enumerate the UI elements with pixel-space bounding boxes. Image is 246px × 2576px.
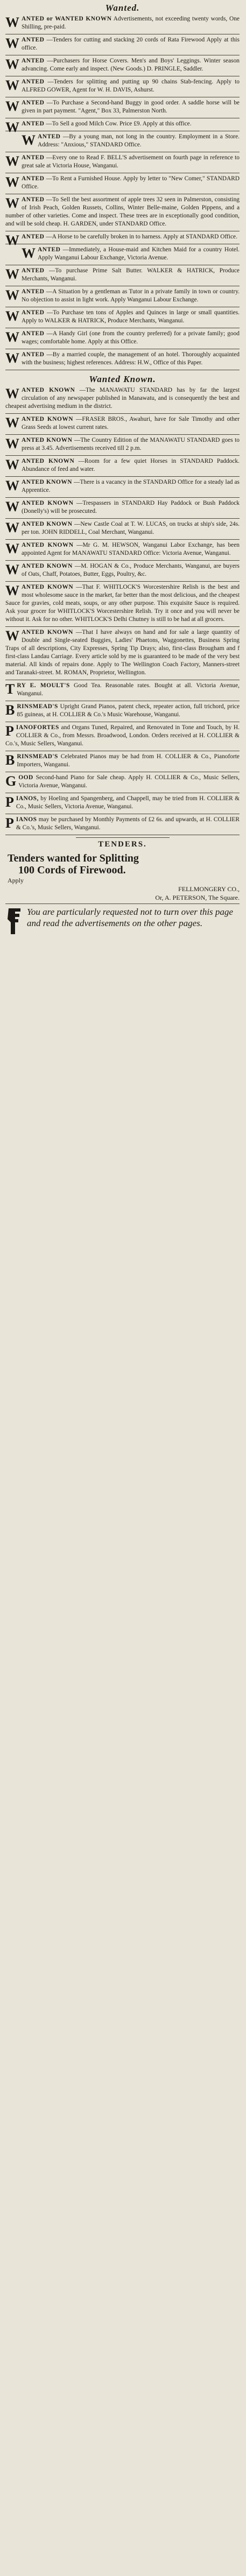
drop-cap: W: [5, 77, 19, 93]
ad-body: Advertisements, not exceeding twenty words, One Shilling, pre-paid.: [22, 16, 240, 30]
ad-lead: ANTED: [22, 154, 45, 161]
ad-lead: ANTED: [22, 234, 45, 240]
ad-lead: ANTED KNOWN: [22, 387, 75, 393]
drop-cap: W: [5, 119, 19, 135]
tender-company: FELLMONGERY CO.,: [178, 885, 240, 893]
drop-cap: W: [5, 628, 19, 644]
ad-body: Second-hand Piano for Sale cheap. Apply H. COLLIER & Co., Music Sellers, Victoria Avenue, Wanganui.: [18, 774, 240, 789]
ad-body: —M. HOGAN & Co., Produce Merchants, Wanganui, are buyers of Oats, Chaff, Potatoes, Butter, Eggs, Poultry, &c.: [22, 563, 240, 577]
ad-item: [5, 175, 240, 192]
drop-cap: W: [5, 15, 19, 30]
ad-body: —FRASER BROS., Awahuri, have for Sale Timothy and other Grass Seeds at lowest current rates.: [22, 416, 240, 430]
divider: [5, 560, 240, 561]
ad-body: —By a young man, not long in the country. Employment in a Store. Address: "Anxious," STANDARD Office.: [38, 133, 240, 148]
ad-body: —Tenders for splitting and putting up 90 chains Stab-fencing. Apply to ALFRED GOWER, Agent for W. H. DAVIS, Ashurst.: [22, 79, 240, 93]
ad-item: [5, 288, 240, 305]
divider: [5, 497, 240, 498]
drop-cap: W: [5, 520, 19, 535]
ad-item: [5, 196, 240, 229]
ad-lead: ANTED KNOWN: [22, 629, 73, 636]
ad-body: —Every one to Read F. BELL'S advertisement on fourth page in reference to great sale at Victoria House, Wanganui.: [22, 154, 240, 169]
ad-body: —A Horse to be carefully broken in to harness. Apply at STANDARD Office.: [46, 234, 237, 240]
drop-cap: W: [22, 132, 36, 148]
drop-cap: W: [5, 36, 19, 51]
drop-cap: P: [5, 723, 14, 739]
divider: [5, 581, 240, 582]
drop-cap: W: [5, 457, 19, 472]
tender-apply: Apply: [8, 877, 24, 884]
ad-item: [5, 232, 240, 248]
ad-lead: ANTED: [22, 309, 45, 316]
ad-item: [5, 351, 240, 368]
ad-body: —A Situation by a gentleman as Tutor in a private family in town or country. No objection to assist in light work. Apply Wanganui Labour Exchange.: [22, 288, 240, 303]
ad-lead: ANTED: [22, 267, 45, 274]
drop-cap: W: [5, 57, 19, 72]
ad-lead: IANOS,: [16, 795, 39, 802]
ad-lead: OOD: [18, 774, 33, 781]
ad-lead: ANTED KNOWN: [22, 437, 73, 443]
ad-body: —To Rent a Furnished House. Apply by letter to "New Comer," STANDARD Office.: [22, 175, 240, 190]
drop-cap: W: [5, 232, 19, 248]
tender-agent: Or, A. PETERSON, The Square.: [155, 894, 240, 901]
ad-body: —To Purchase ten tons of Apples and Quinces in large or small quantities. Apply to WALKER & HATRICK, Produce Merchants, Wanganui.: [22, 309, 240, 324]
ad-lead: ANTED KNOWN: [22, 521, 73, 527]
ad-item: [5, 57, 240, 74]
drop-cap: B: [5, 752, 15, 768]
tenders-heading: TENDERS.: [98, 840, 147, 849]
ad-lead: ANTED: [38, 133, 61, 140]
tender-title-line2: 100 Cords of Firewood.: [18, 864, 126, 876]
drop-cap: W: [5, 350, 19, 366]
ad-body: by Hoeling and Spangenberg, and Chappell, may be tried from H. COLLIER & Co., Music Sellers, Victoria Avenue, Wanganui.: [16, 795, 240, 810]
drop-cap: W: [5, 174, 19, 190]
ad-lead: ANTED: [22, 175, 45, 182]
ad-item: [5, 36, 240, 53]
ad-lead: ANTED: [22, 100, 45, 106]
ad-body: —That F. WHITLOCK'S Worcestershire Relish is the best and most wholesome sauce in the market, far better than the most delicious, and the cheapest Sauce for gravies, cold meats, soups, or any other purpose. This exquisite Sauce is required. Ask your grocer for WHITLOCK'S Worcestershire Relish. Try it once and you will never be without it. Ask for no other. WHITLOCK'S Delhi Chutney is still to be had at all grocers.: [5, 584, 240, 623]
ad-item: [5, 415, 240, 433]
ad-lead: RINSMEAD'S: [17, 753, 58, 760]
wanted-ads-list: [5, 15, 240, 370]
ad-body: Good Tea. Reasonable rates. Bought at all. Victoria Avenue, Wanganui.: [17, 682, 240, 697]
ad-body: —That I have always on hand and for sale a large quantity of Double and Single-seated Buggies, Ladies' Phaetons, Waggonettes, Business Spring Traps of all descriptions, City Expresses, Spring Tip Drays; also, first-class Brougham and f first-class Landau Carriage. Every article sold by me is guaranteed to be made of the very best material. All kinds of repairs done. Apply to The Wellington Coach Factory, Manners-street and Taranaki-street. M. ROMAN, Proprietor, Wellington.: [5, 629, 240, 676]
ad-lead: ANTED: [22, 37, 45, 43]
ad-body: —The MANAWATU STANDARD has by far the largest circulation of any newspaper published in Manawatu, and is consequently the best and cheapest advertising medium in the district.: [5, 387, 240, 410]
ad-lead: ANTED KNOWN: [22, 563, 73, 569]
ad-lead: ANTED KNOWN: [22, 479, 72, 485]
ad-item: [5, 436, 240, 454]
drop-cap: W: [5, 195, 19, 211]
ad-item: [5, 386, 240, 412]
ad-item: [5, 703, 240, 720]
ad-lead: ANTED KNOWN: [22, 584, 74, 590]
ad-body: —To Sell the best assortment of apple trees 32 seen in Palmerston, consisting of Irish Peach, Golden Russets, Collins, Winter Belle-maine, Golden Pippens, and a number of other varieties. Come and inspect. These trees are in exceptionally good condition, and will be sold cheap. H. GARDEN, under STANDARD Office.: [5, 196, 240, 227]
drop-cap: W: [5, 329, 19, 345]
drop-cap: W: [22, 245, 36, 261]
wanted-known-ads-list: [5, 386, 240, 680]
ad-body: Upright Grand Pianos, patent check, repeater action, full trichord, price 85 guineas, at H. COLLIER & Co.'s Music Warehouse, Wanganui.: [17, 703, 240, 718]
ad-body: Celebrated Pianos may be had from H. COLLIER & Co., Pianoforte Importers, Wanganui.: [17, 753, 240, 768]
ad-lead: ANTED: [22, 288, 45, 295]
divider: [76, 837, 170, 838]
ad-item: [5, 816, 240, 833]
ad-body: —Trespassers in STANDARD Hay Paddock or Bush Paddock (Donelly's) will be prosecuted.: [22, 500, 240, 514]
drop-cap: W: [5, 541, 19, 556]
ad-body: —To Purchase a Second-hand Buggy in good order. A saddle horse will be given in part payment. "Agent," Box 33, Palmerston North.: [22, 100, 240, 114]
ad-body: and Organs Tuned, Repaired, and Renovated in Tone and Touch, by H. COLLIER & Co., from Messrs. Broadwood, London. Orders received at H. COLLIER & Co.'s, Music Sellers, Wanganui.: [5, 724, 240, 747]
drop-cap: W: [5, 386, 19, 401]
section-heading-wanted-known: Wanted Known.: [89, 374, 156, 384]
drop-cap: P: [5, 815, 14, 831]
tender-title-line1: Tenders wanted for Splitting: [8, 852, 139, 864]
drop-cap: W: [5, 583, 19, 598]
ad-lead: RY E. MOULT'S: [17, 682, 70, 689]
pointing-hand-icon: [5, 906, 24, 936]
ad-body: —To purchase Prime Salt Butter. WALKER & HATRICK, Produce Merchants, Wanganui.: [22, 267, 240, 282]
ad-body: —The Country Edition of the MANAWATU STANDARD goes to press at 3.45. Advertisements received till 2 p.m.: [22, 437, 240, 451]
drop-cap: W: [5, 153, 19, 169]
ad-lead: ANTED: [22, 58, 45, 64]
divider: [5, 626, 240, 627]
ad-item: [5, 499, 240, 517]
drop-cap: W: [5, 287, 19, 303]
divider: [5, 518, 240, 519]
drop-cap: W: [5, 98, 19, 114]
ad-lead: ANTED or WANTED KNOWN: [22, 16, 112, 22]
ad-item: [5, 330, 240, 347]
drop-cap: W: [5, 266, 19, 282]
ad-body: —New Castle Coal at T. W. LUCAS, on trucks at ship's side, 24s. per ton. JOHN RIDDELL, Coal Merchant, Wanganui.: [22, 521, 240, 535]
divider: [5, 476, 240, 477]
divider: [5, 434, 240, 435]
ad-item: [5, 753, 240, 770]
drop-cap: P: [5, 794, 14, 810]
ad-body: —Mr G. M. HEWSON, Wanganui Labor Exchange, has been appointed Agent for MANAWATU STANDARD Office: Victoria Avenue, Wanganui.: [22, 542, 240, 556]
ad-item: [5, 774, 240, 791]
ad-item: [5, 562, 240, 580]
ad-item: [5, 246, 240, 263]
drop-cap: W: [5, 436, 19, 451]
ad-item: [5, 119, 240, 135]
ad-item: [5, 795, 240, 812]
ad-item: [5, 682, 240, 699]
ad-body: —Purchasers for Horse Covers. Men's and Boys' Leggings. Winter season advancing. Come early and inspect. (New Goods.) D. PRINGLE, Saddler.: [22, 58, 240, 72]
ad-item: [5, 583, 240, 625]
ad-lead: ANTED KNOWN: [22, 416, 73, 422]
ad-body: —Immediately, a House-maid and Kitchen Maid for a country Hotel. Apply Wanganui Labour Exchange, Victoria Avenue.: [38, 246, 240, 261]
ad-body: —Room for a few quiet Horses in STANDARD Paddock. Abundance of feed and water.: [22, 458, 240, 472]
ad-item: [5, 15, 240, 32]
shop-ads-list: [5, 682, 240, 835]
ad-lead: ANTED: [22, 196, 45, 203]
ad-lead: IANOS: [16, 816, 37, 823]
ad-lead: ANTED KNOWN: [22, 542, 74, 548]
ad-body: may be purchased by Monthly Payments of £2 6s. and upwards, at H. COLLIER & Co.'s, Music Sellers, Wanganui.: [16, 816, 240, 831]
drop-cap: B: [5, 702, 15, 718]
notice: [5, 906, 240, 936]
ad-item: [5, 154, 240, 171]
divider: [5, 413, 240, 414]
drop-cap: W: [5, 478, 19, 493]
drop-cap: W: [5, 308, 19, 324]
notice-text: You are particularly requested not to turn over this page and read the advertisements on the other pages.: [27, 907, 233, 928]
ad-item: [5, 520, 240, 538]
ad-item: [5, 99, 240, 116]
ad-item: [5, 629, 240, 678]
ad-item: [5, 133, 240, 150]
drop-cap: G: [5, 773, 17, 789]
tender-ad: [5, 852, 240, 902]
ad-body: —There is a vacancy in the STANDARD Office for a steady lad as Apprentice.: [22, 479, 240, 493]
ad-body: —Tenders for cutting and stacking 20 cords of Rata Firewood Apply at this office.: [22, 37, 240, 51]
ad-lead: ANTED: [38, 246, 61, 253]
drop-cap: W: [5, 415, 19, 430]
ad-lead: IANOFORTES: [16, 724, 59, 731]
ad-item: [5, 541, 240, 559]
ad-lead: ANTED: [22, 330, 45, 337]
divider: [5, 455, 240, 456]
ad-lead: ANTED: [22, 79, 45, 85]
ad-lead: RINSMEAD'S: [17, 703, 58, 710]
ad-lead: ANTED KNOWN: [22, 500, 74, 506]
ad-lead: ANTED: [22, 121, 45, 127]
drop-cap: T: [5, 681, 15, 697]
ad-body: —To Sell a good Milch Cow. Price £9. Apply at this office.: [46, 121, 192, 127]
drop-cap: W: [5, 562, 19, 577]
ad-lead: ANTED KNOWN: [22, 458, 75, 464]
divider: [5, 539, 240, 540]
ad-item: [5, 478, 240, 496]
ad-item: [5, 724, 240, 749]
drop-cap: W: [5, 499, 19, 514]
ad-item: [5, 309, 240, 326]
ad-item: [5, 457, 240, 475]
ad-item: [5, 78, 240, 95]
ad-item: [5, 267, 240, 284]
ad-body: —By a married couple, the management of an hotel. Thoroughly acquainted with the business; highest references. Address: H.W., Office of this Paper.: [22, 351, 240, 366]
ad-body: —A Handy Girl (one from the country preferred) for a private family; good wages; comfortable home. Apply at this Office.: [22, 330, 240, 345]
ad-lead: ANTED: [22, 351, 45, 358]
section-heading-wanted: Wanted.: [105, 3, 140, 13]
